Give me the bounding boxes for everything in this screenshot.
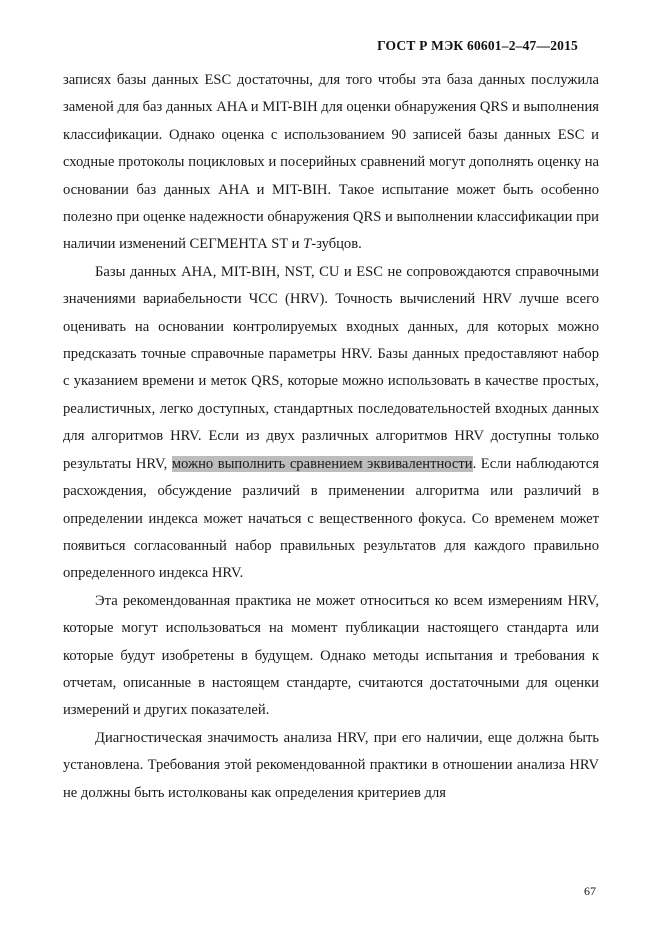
highlighted-text: можно выполнить сравнением эквивалентности <box>171 455 473 472</box>
paragraph-1 <box>63 67 599 259</box>
paragraph-4: Диагностическая значимость анализа HRV, при его наличии, еще должна быть установлена. Требования этой рекомендованной практики в отношении анализа HRV не должны быть истолкованы как определения критериев для <box>63 729 599 801</box>
paragraph-1-text: записях базы данных ESC достаточны, для того чтобы эта база данных послужила заменой для баз данных AHA и MIT-BIH для оценки обнаружения QRS и выполнения классификации. Однако оценка с использованием 90 записей базы данных ESC и сходные протоколы поцикловых и посерийных сравнений могут дополнять оценку на основании баз данных AHA и MIT-BIH. Такое испытание может быть особенно полезно при оценке надежности обнаружения QRS и выполнении классификации при наличии изменений СЕГМЕНТА ST и <box>63 72 599 253</box>
paragraph-2-ending: . Если наблюдаются расхождения, обсуждение различий в применении алгоритма или различий в определении индекса может начаться с вещественного фокуса. Со временем может появиться согласованный набор правильных результатов для каждого правильно определенного индекса HRV. <box>63 455 599 582</box>
page-number: 67 <box>584 884 596 898</box>
document-body <box>63 67 599 807</box>
paragraph-3: Эта рекомендованная практика не может относиться ко всем измерениям HRV, которые могут использоваться на момент публикации настоящего стандарта или которые будут изобретены в будущем. Однако методы испытания и требования к отчетам, описанные в настоящем стандарте, считаются достаточными для оценки измерений и других показателей. <box>63 592 599 719</box>
paragraph-1-ending: -зубцов. <box>311 236 362 253</box>
paragraph-2 <box>63 259 599 588</box>
document-header: ГОСТ Р МЭК 60601–2–47—2015 <box>377 38 578 53</box>
paragraph-2-text: Базы данных AHA, MIT-BIH, NST, CU и ESC не сопровождаются справочными значениями вариабельности ЧСС (HRV). Точность вычислений HRV лучше всего оценивать на основании контролируемых входных данных, для которых можно предсказать точные справочные параметры HRV. Базы данных предоставляют набор с указанием времени и меток QRS, которые можно использовать в качестве простых, реалистичных, легко доступных, стандартных последовательностей входных данных для алгоритмов HRV. Если из двух различных алгоритмов HRV доступны только результаты HRV, <box>63 263 599 472</box>
italic-t-wave: T <box>303 236 312 253</box>
